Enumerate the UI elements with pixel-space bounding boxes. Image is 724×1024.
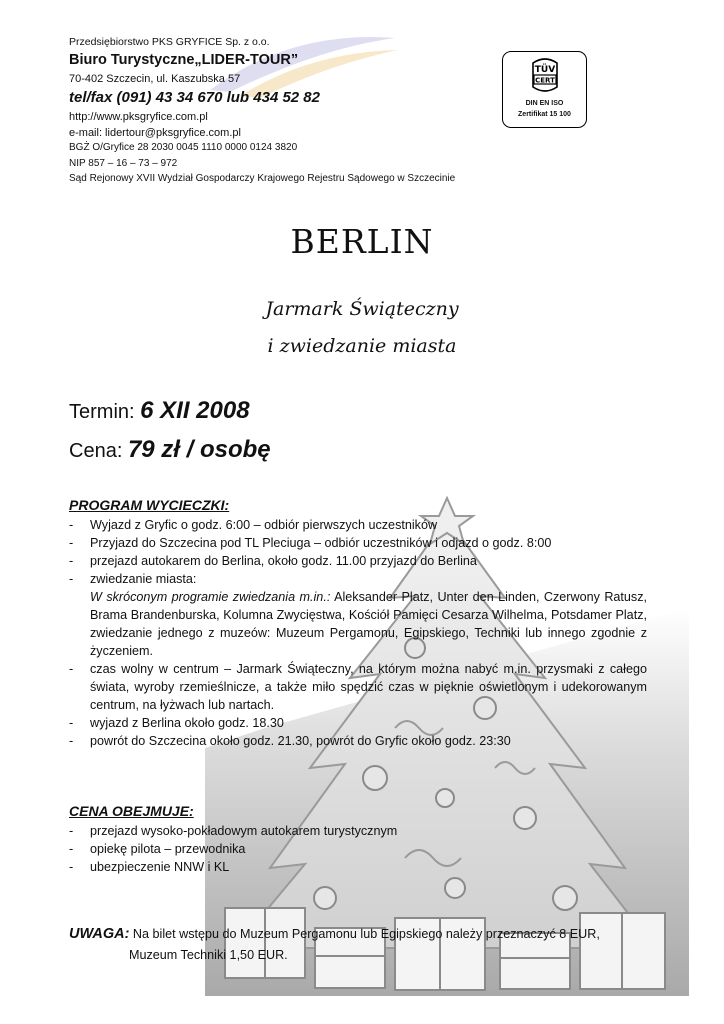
- page-title: BERLIN: [290, 222, 434, 261]
- list-bullet: -: [69, 824, 74, 838]
- list-bullet: -: [69, 536, 74, 550]
- list-item: [69, 822, 647, 840]
- note-text-line-1: Na bilet wstępu do Muzeum Pergamonu lub Egipskiego należy przeznaczyć 8 EUR,: [132, 927, 600, 941]
- included-item-text: ubezpieczenie NNW i KL: [90, 860, 230, 874]
- tuv-certificate-badge: [502, 51, 587, 128]
- tax-id: NIP 857 – 16 – 73 – 972: [69, 158, 178, 169]
- sightseeing-text: Aleksander Platz, Unter den Linden, Czerwony Ratusz, Brama Brandenburska, Kolumna Zwycięstwa, Kościół Pamięci Cesarza Wilhelma, Potsdamer Platz, zwiedzanie jednego z muzeów: Muzeum Pergamonu, Egipskiego, Techniki lub innego zgodnie z życzeniem.: [90, 590, 648, 658]
- phone-fax: tel/fax (091) 43 34 670 lub 434 52 82: [69, 89, 320, 106]
- list-item: [69, 570, 647, 660]
- note-paragraph: [69, 924, 647, 944]
- list-item: [69, 534, 647, 552]
- list-bullet: -: [69, 554, 74, 568]
- cert-standard: DIN EN ISO: [525, 100, 564, 107]
- court-registration: Sąd Rejonowy XVII Wydział Gospodarczy Krajowego Rejestru Sądowego w Szczecinie: [69, 173, 456, 184]
- bank-account: BGŻ O/Gryfice 28 2030 0045 1110 0000 0124 3820: [69, 142, 298, 153]
- list-bullet: -: [69, 842, 74, 856]
- list-bullet: -: [69, 860, 74, 874]
- program-item-text: Przyjazd do Szczecina pod TL Pleciuga – odbiór uczestników i odjazd o godz. 8:00: [90, 536, 552, 550]
- list-item: [69, 732, 647, 750]
- note-label: UWAGA:: [69, 926, 130, 942]
- list-bullet: -: [69, 734, 74, 748]
- sightseeing-intro: W skróconym programie zwiedzania m.in.:: [90, 590, 331, 604]
- list-bullet: -: [69, 662, 74, 676]
- tuv-cert-logo-icon: [528, 57, 562, 95]
- trip-price-value: 79 zł / osobę: [127, 436, 271, 463]
- svg-text:CERT: CERT: [535, 76, 555, 85]
- program-item-text: czas wolny w centrum – Jarmark Świąteczny, na którym można nabyć m.in. przysmaki z całego świata, wyroby rzemieślnicze, a także miło spędzić czas w pięknie oświetlonym i udekorowanym centrum, na łyżwach lub nartach.: [90, 662, 647, 712]
- website-link[interactable]: http://www.pksgryfice.com.pl: [69, 111, 208, 123]
- subtitle-line-1: Jarmark Świąteczny: [265, 298, 459, 320]
- program-item-text: przejazd autokarem do Berlina, około godz. 11.00 przyjazd do Berlina: [90, 554, 477, 568]
- program-item-text: Wyjazd z Gryfic o godz. 6:00 – odbiór pierwszych uczestników: [90, 518, 438, 532]
- list-item: [69, 552, 647, 570]
- subtitle-line-2: i zwiedzanie miasta: [267, 335, 457, 357]
- company-name: Przedsiębiorstwo PKS GRYFICE Sp. z o.o.: [69, 36, 270, 48]
- trip-date-label: Termin:: [69, 401, 135, 423]
- program-item-text: wyjazd z Berlina około godz. 18.30: [90, 716, 284, 730]
- list-bullet: -: [69, 518, 74, 532]
- trip-price-label: Cena:: [69, 440, 123, 462]
- included-list: [69, 822, 647, 876]
- note-text-line-2: Muzeum Techniki 1,50 EUR.: [129, 948, 288, 962]
- trip-date-value: 6 XII 2008: [140, 397, 250, 424]
- cert-number: Zertifikat 15 100: [518, 111, 571, 118]
- included-item-text: przejazd wysoko-pokładowym autokarem turystycznym: [90, 824, 398, 838]
- program-heading: PROGRAM WYCIECZKI:: [69, 497, 230, 513]
- trip-date: [69, 396, 250, 427]
- list-bullet: -: [69, 572, 74, 586]
- list-bullet: -: [69, 716, 74, 730]
- list-item: [69, 840, 647, 858]
- program-item-text: zwiedzanie miasta:: [90, 572, 197, 586]
- list-item: [69, 714, 647, 732]
- included-item-text: opiekę pilota – przewodnika: [90, 842, 246, 856]
- trip-price: [69, 435, 271, 466]
- list-item: [69, 516, 647, 534]
- email-address[interactable]: e-mail: lidertour@pksgryfice.com.pl: [69, 127, 241, 139]
- travel-office-name: Biuro Turystyczne„LIDER-TOUR”: [69, 52, 299, 68]
- svg-text:TÜV: TÜV: [534, 65, 556, 75]
- program-list: [69, 516, 647, 750]
- list-item: [69, 660, 647, 714]
- list-item: [69, 858, 647, 876]
- office-address: 70-402 Szczecin, ul. Kaszubska 57: [69, 73, 241, 85]
- program-item-text: powrót do Szczecina około godz. 21.30, powrót do Gryfic około godz. 23:30: [90, 734, 511, 748]
- included-heading: CENA OBEJMUJE:: [69, 803, 194, 819]
